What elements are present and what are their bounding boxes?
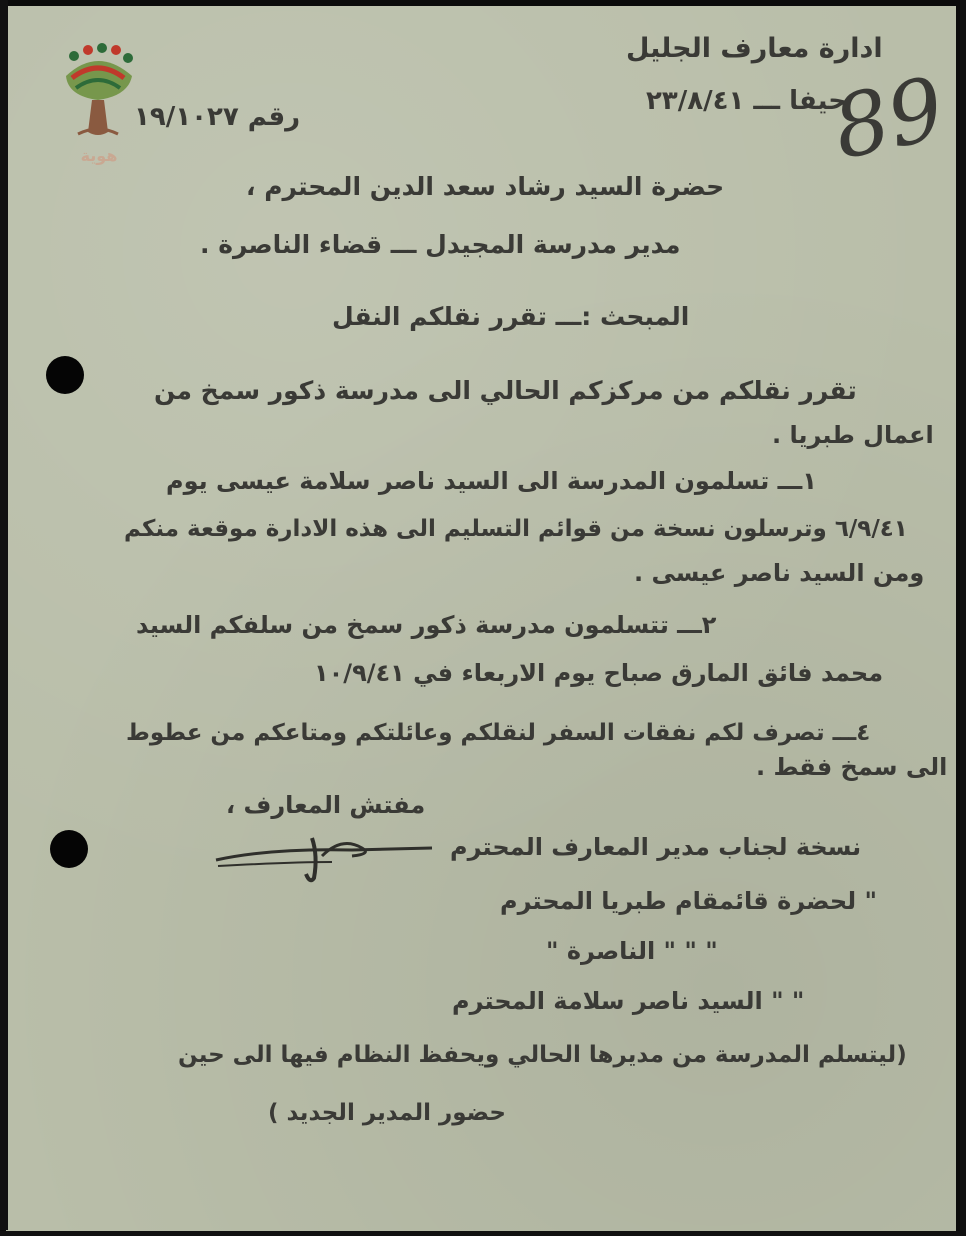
item-1-line-2: ٦/٩/٤١ وترسلون نسخة من قوائم التسليم الى هذه الادارة موقعة منكم [124,516,908,542]
logo-caption: هوية [80,146,118,165]
subject-line: المبحث :ـــ تقرر نقلكم النقل [332,302,690,331]
item-1-line-3: ومن السيد ناصر عيسى . [634,559,925,587]
scan-edge-left [0,0,8,1230]
punch-hole-bottom [50,830,88,868]
scan-edge-bottom [0,1231,966,1236]
item-1-line-1: ١ـــ تسلمون المدرسة الى السيد ناصر سلامة عيسى يوم [166,467,817,495]
addressee-line-2: مدير مدرسة المجيدل ـــ قضاء الناصرة . [200,230,681,259]
intro-line-1: تقرر نقلكم من مركزكم الحالي الى مدرسة ذكور سمخ من [154,376,857,405]
punch-hole-top [46,356,84,394]
addressee-line-1: حضرة السيد رشاد سعد الدين المحترم ، [246,172,725,201]
copy-line-1: نسخة لجناب مدير المعارف المحترم [450,833,862,861]
handwritten-mark: 89 [824,58,953,180]
item-2-line-2: محمد فائق المارق صباح يوم الاربعاء في ١٠/٩/٤١ [314,659,884,687]
copy-line-3: " " " الناصرة " [546,937,718,965]
intro-line-2: اعمال طبريا . [772,421,934,449]
reference-number: رقم ١٩/١٠٢٧ [134,102,301,132]
item-3-line-1: ٤ـــ تصرف لكم نفقات السفر لنقلكم وعائلتكم ومتاعكم من عطوط [126,720,871,746]
item-2-line-1: ٢ـــ تتسلمون مدرسة ذكور سمخ من سلفكم السيد [136,611,717,639]
scan-edge-right [960,0,966,1236]
copy-note-line-1: (ليتسلم المدرسة من مديرها الحالي ويحفظ النظام فيها الى حين [178,1042,907,1068]
copy-note-line-2: حضور المدير الجديد ) [268,1100,506,1126]
copy-line-2: " لحضرة قائمقام طبريا المحترم [500,887,877,915]
copy-line-4: " " السيد ناصر سلامة المحترم [452,987,805,1015]
tree-people-logo [58,42,138,162]
office-name: ادارة معارف الجليل [626,33,883,64]
document-sheet [6,6,956,1232]
signature-title: مفتش المعارف ، [226,791,426,819]
item-3-line-2: الى سمخ فقط . [756,753,948,781]
place-date: حيفا ـــ ٢٣/٨/٤١ [646,86,847,116]
inspector-signature [212,826,442,886]
